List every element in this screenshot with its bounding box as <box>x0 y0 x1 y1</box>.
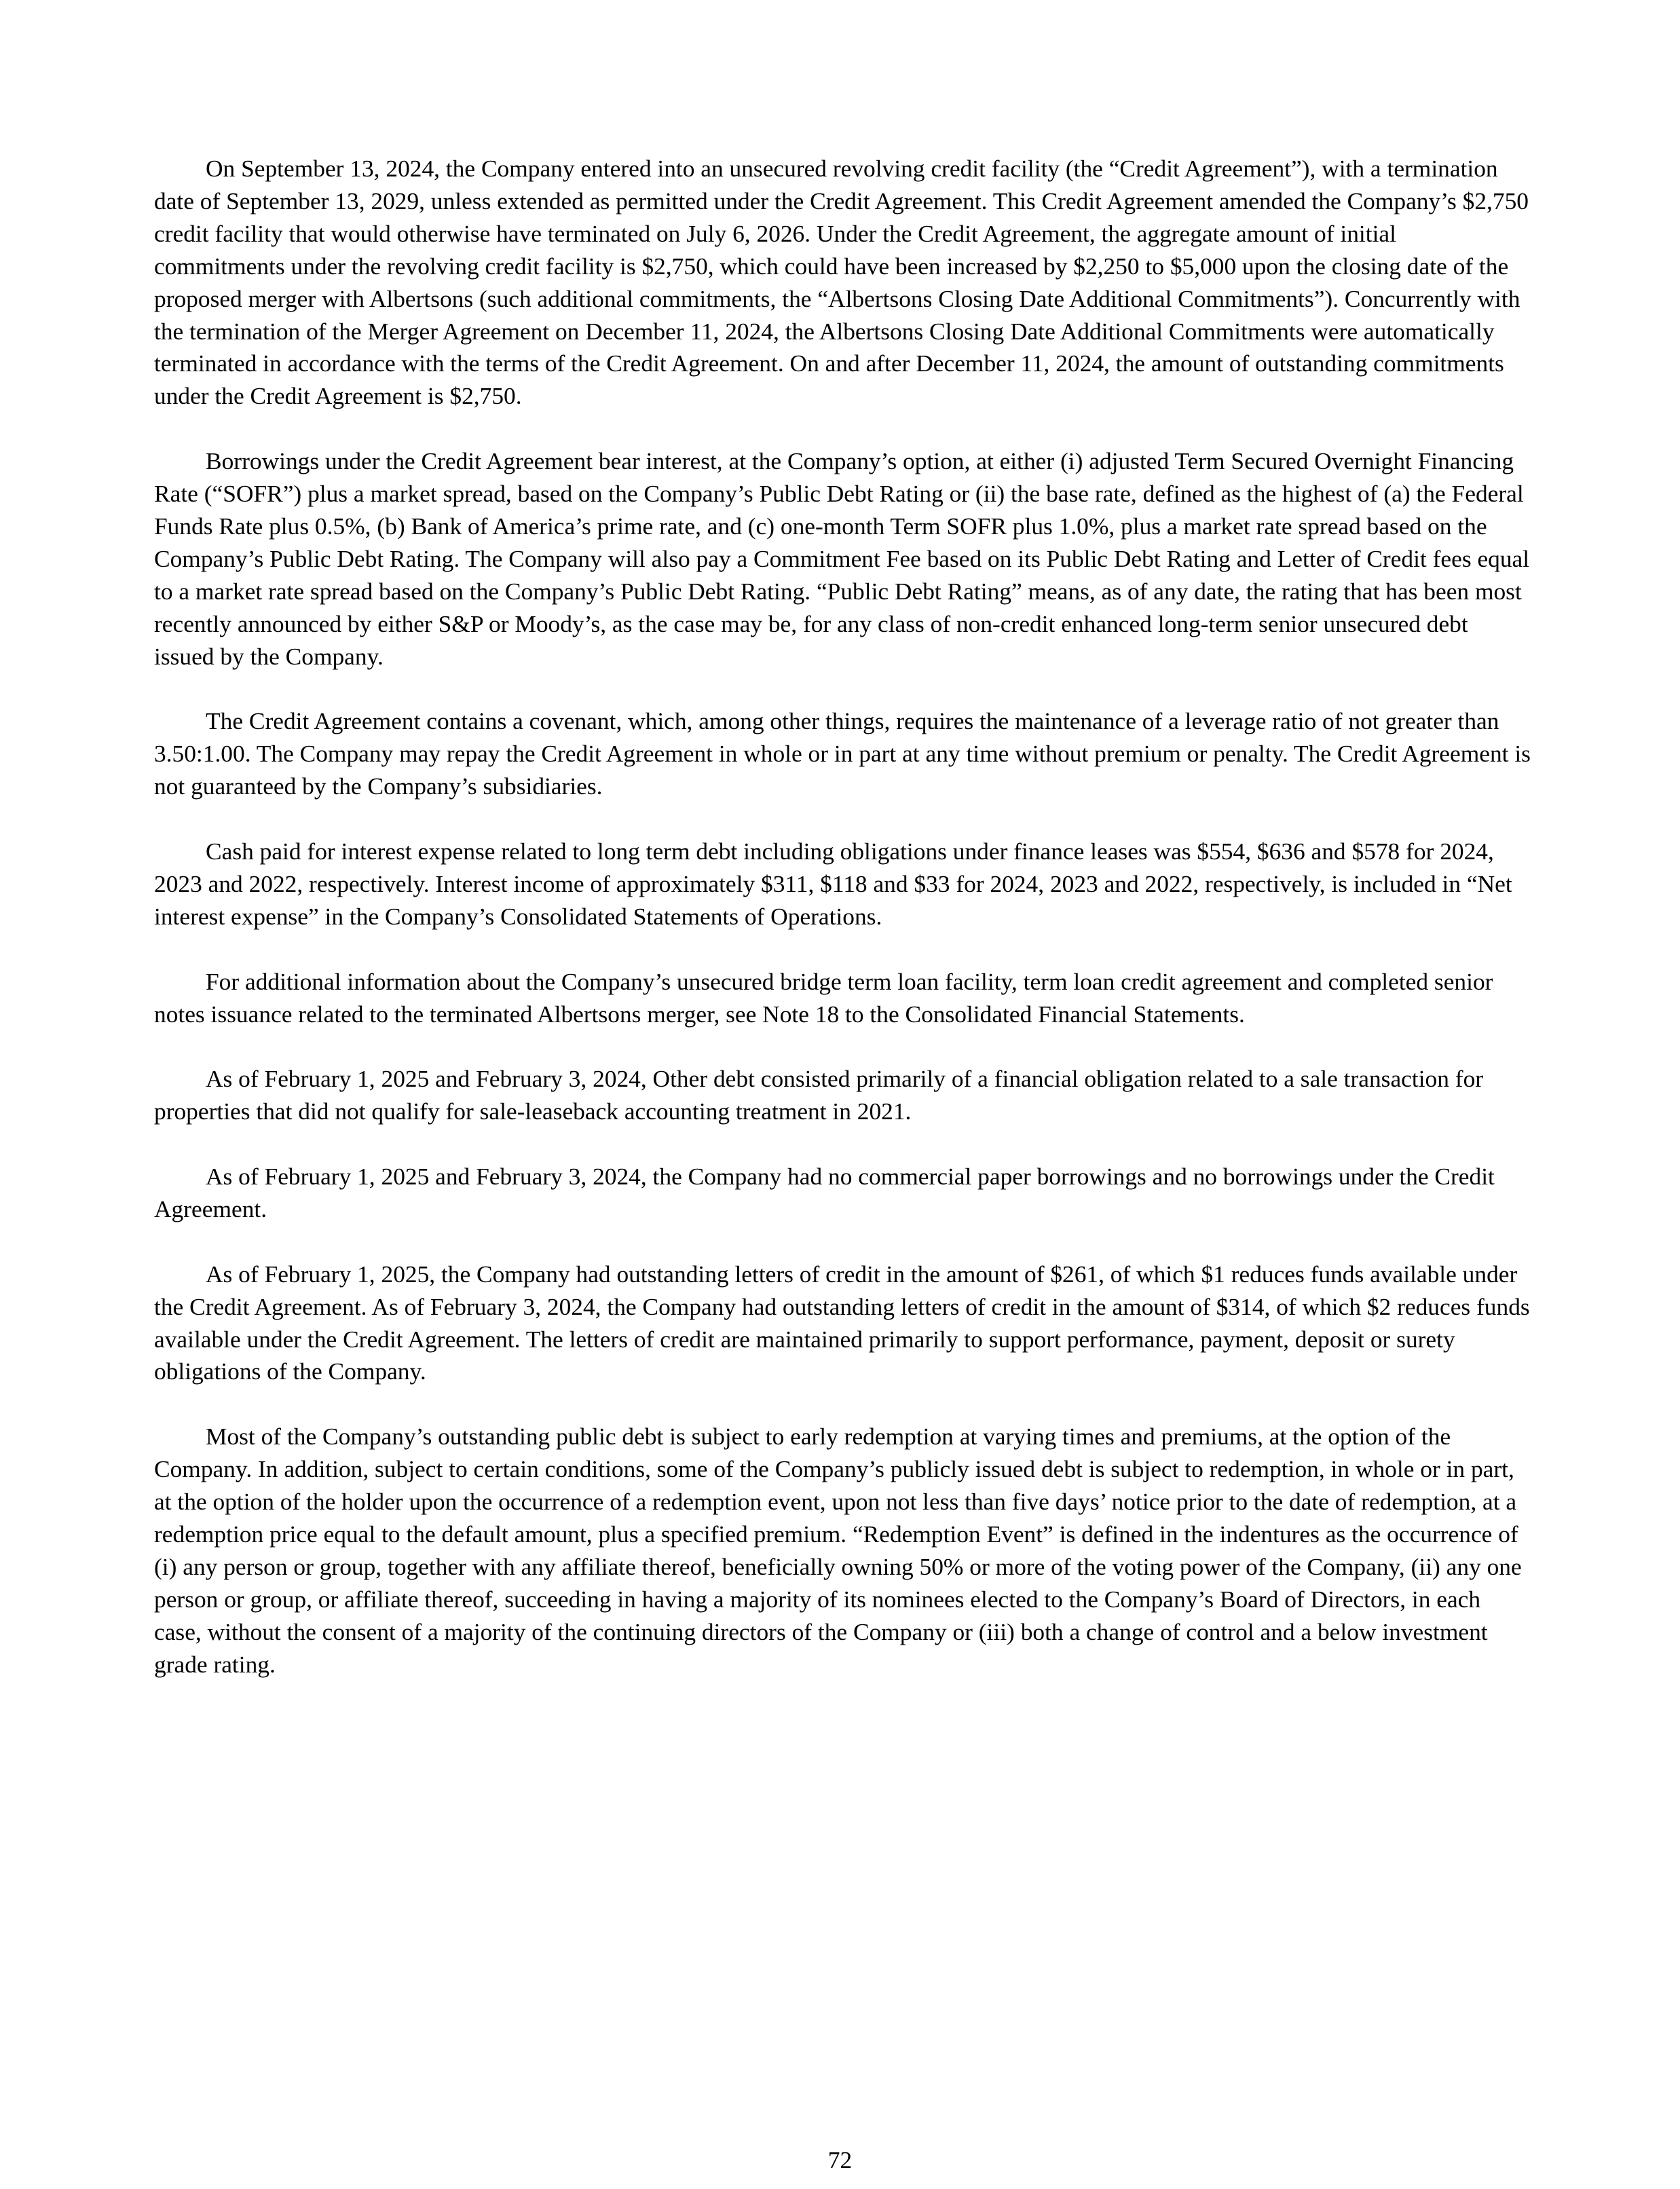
paragraph-letters-of-credit: As of February 1, 2025, the Company had outstanding letters of credit in the amount of $261, of which $1 reduces funds available under the Credit Agreement. As of February 3, 2024, the Company had outstanding letters of credit in the amount of $314, of which $2 reduces funds available under the Credit Agreement. The letters of credit are maintained primarily to support performance, payment, deposit or surety obligations of the Company. <box>154 1260 1530 1385</box>
paragraph-redemption: Most of the Company’s outstanding public debt is subject to early redemption at varying times and premiums, at the option of the Company. In addition, subject to certain conditions, some of the Company’s publicly issued debt is subject to redemption, in whole or in part, at the option of the holder upon the occurrence of a redemption event, upon not less than five days’ notice prior to the date of redemption, at a redemption price equal to the default amount, plus a specified premium. “Redemption Event” is defined in the indentures as the occurrence of (i) any person or group, together with any affiliate thereof, beneficially owning 50% or more of the voting power of the Company, (ii) any one person or group, or affiliate thereof, succeeding in having a majority of its nominees elected to the Company’s Board of Directors, in each case, without the consent of a majority of the continuing directors of the Company or (iii) both a change of control and a below investment grade rating. <box>154 1423 1522 1678</box>
paragraph-borrowings-interest: Borrowings under the Credit Agreement bear interest, at the Company’s option, at either (i) adjusted Term Secured Overnight Financing Rate (“SOFR”) plus a market spread, based on the Company’s Public Debt Rating or (ii) the base rate, defined as the highest of (a) the Federal Funds Rate plus 0.5%, (b) Bank of America’s prime rate, and (c) one-month Term SOFR plus 1.0%, plus a market rate spread based on the Company’s Public Debt Rating. The Company will also pay a Commitment Fee based on its Public Debt Rating and Letter of Credit fees equal to a market rate spread based on the Company’s Public Debt Rating. “Public Debt Rating” means, as of any date, the rating that has been most recently announced by either S&P or Moody’s, as the case may be, for any class of non-credit enhanced long-term senior unsecured debt issued by the Company. <box>154 447 1530 670</box>
page-number: 72 <box>827 2146 853 2173</box>
paragraph-credit-agreement: On September 13, 2024, the Company entered into an unsecured revolving credit facility (the “Credit Agreement”), with a termination date of September 13, 2029, unless extended as permitted under the Credit Agreement. This Credit Agreement amended the Company’s $2,750 credit facility that would otherwise have terminated on July 6, 2026. Under the Credit Agreement, the aggregate amount of initial commitments under the revolving credit facility is $2,750, which could have been increased by $2,250 to $5,000 upon the closing date of the proposed merger with Albertsons (such additional commitments, the “Albertsons Closing Date Additional Commitments”). Concurrently with the termination of the Merger Agreement on December 11, 2024, the Albertsons Closing Date Additional Commitments were automatically terminated in accordance with the terms of the Credit Agreement. On and after December 11, 2024, the amount of outstanding commitments under the Credit Agreement is $2,750. <box>154 155 1529 410</box>
paragraph-covenant: The Credit Agreement contains a covenant, which, among other things, requires the maintenance of a leverage ratio of not greater than 3.50:1.00. The Company may repay the Credit Agreement in whole or in part at any time without premium or penalty. The Credit Agreement is not guaranteed by the Company’s subsidiaries. <box>154 707 1531 800</box>
paragraph-other-debt: As of February 1, 2025 and February 3, 2024, Other debt consisted primarily of a financial obligation related to a sale transaction for properties that did not qualify for sale-leaseback accounting treatment in 2021. <box>154 1065 1484 1125</box>
paragraph-commercial-paper: As of February 1, 2025 and February 3, 2024, the Company had no commercial paper borrowings and no borrowings under the Credit Agreement. <box>154 1163 1495 1222</box>
paragraph-additional-information: For additional information about the Company’s unsecured bridge term loan facility, term loan credit agreement and completed senior notes issuance related to the terminated Albertsons merger, see Note 18 to the Consolidated Financial Statements. <box>154 967 1493 1028</box>
document-body <box>154 153 1532 1713</box>
paragraph-cash-paid-interest: Cash paid for interest expense related to long term debt including obligations under finance leases was $554, $636 and $578 for 2024, 2023 and 2022, respectively. Interest income of approximately $311, $118 and $33 for 2024, 2023 and 2022, respectively, is included in “Net interest expense” in the Company’s Consolidated Statements of Operations. <box>154 837 1512 930</box>
